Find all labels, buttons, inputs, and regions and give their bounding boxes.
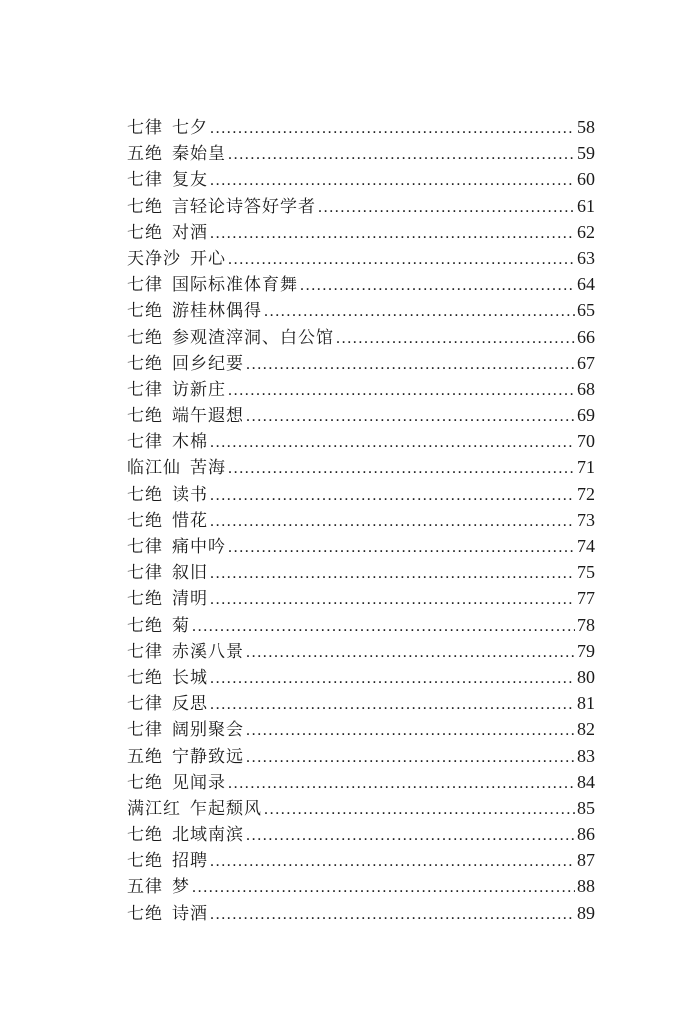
page-number: 72 [577, 483, 595, 504]
poem-title: 惜花 [172, 510, 208, 531]
poem-title: 苦海 [190, 458, 226, 479]
poem-form: 七绝 [127, 825, 163, 846]
dot-leader [246, 640, 575, 666]
toc-entry [127, 166, 595, 192]
poem-form: 临江仙 [127, 458, 181, 479]
dot-leader [264, 299, 575, 325]
toc-entry [127, 114, 595, 140]
dot-leader [336, 326, 575, 352]
toc-entry [127, 559, 595, 585]
toc-entry [127, 716, 595, 742]
dot-leader [210, 168, 575, 194]
poem-title: 国际标准体育舞 [172, 275, 298, 296]
dot-leader [210, 483, 575, 509]
poem-title: 见闻录 [172, 772, 226, 793]
poem-title: 七夕 [172, 118, 208, 138]
poem-form: 七律 [127, 563, 163, 584]
poem-form: 七绝 [127, 484, 163, 505]
page-number: 62 [577, 221, 595, 242]
page-number: 80 [577, 666, 595, 687]
dot-leader [246, 404, 575, 430]
poem-title: 长城 [172, 667, 208, 688]
page-number: 82 [577, 719, 595, 740]
dot-leader [228, 378, 575, 404]
toc-entry [127, 690, 595, 716]
toc-entry [127, 454, 595, 480]
dot-leader [228, 535, 575, 561]
page-number: 73 [577, 509, 595, 530]
poem-form: 七律 [127, 720, 163, 741]
poem-title: 梦 [172, 877, 190, 898]
poem-title: 参观渣滓洞、白公馆 [172, 327, 334, 348]
poem-form: 七绝 [127, 327, 163, 348]
dot-leader [246, 823, 575, 849]
poem-form: 七律 [127, 537, 163, 557]
dot-leader [210, 116, 575, 142]
page-number: 67 [577, 352, 595, 373]
dot-leader [246, 718, 575, 744]
poem-form: 七绝 [127, 301, 163, 322]
toc-entry [127, 324, 595, 350]
poem-form: 七绝 [127, 406, 163, 427]
poem-title: 阔别聚会 [172, 720, 244, 741]
page-number: 84 [577, 771, 595, 792]
dot-leader [210, 902, 575, 928]
poem-form: 七绝 [127, 510, 163, 531]
toc-entry [127, 795, 595, 821]
poem-form: 七律 [127, 118, 163, 138]
poem-form: 七律 [127, 170, 163, 191]
page-number: 58 [577, 117, 595, 137]
dot-leader [210, 587, 575, 613]
page-number: 65 [577, 300, 595, 321]
dot-leader [210, 692, 575, 718]
toc-entry [127, 376, 595, 402]
poem-form: 七绝 [127, 589, 163, 610]
poem-form: 七绝 [127, 196, 163, 217]
toc-entry [127, 428, 595, 454]
dot-leader [264, 797, 575, 823]
page-number: 71 [577, 457, 595, 478]
page-number: 59 [577, 143, 595, 164]
dot-leader [210, 849, 575, 875]
poem-title: 招聘 [172, 851, 208, 872]
toc-entry [127, 638, 595, 664]
page-number: 66 [577, 326, 595, 347]
toc-entry [127, 481, 595, 507]
poem-form: 七律 [127, 432, 163, 453]
poem-title: 读书 [172, 484, 208, 505]
poem-form: 七绝 [127, 667, 163, 688]
page-number: 87 [577, 850, 595, 871]
toc-entry [127, 271, 595, 297]
dot-leader [210, 221, 575, 247]
poem-title: 木棉 [172, 432, 208, 453]
poem-form: 七律 [127, 641, 163, 662]
page-number: 64 [577, 274, 595, 295]
page-number: 85 [577, 797, 595, 818]
toc-entry [127, 612, 595, 638]
poem-title: 对酒 [172, 222, 208, 243]
dot-leader [210, 666, 575, 692]
poem-form: 满江红 [127, 798, 181, 819]
page-number: 69 [577, 405, 595, 426]
page-number: 86 [577, 824, 595, 845]
dot-leader [192, 614, 575, 640]
poem-title: 言轻论诗答好学者 [172, 196, 316, 217]
toc-entry [127, 297, 595, 323]
dot-leader [210, 509, 575, 535]
poem-title: 诗酒 [172, 903, 208, 924]
dot-leader [210, 561, 575, 587]
dot-leader [228, 771, 575, 797]
poem-title: 菊 [172, 615, 190, 636]
page-number: 89 [577, 902, 595, 923]
toc-entry [127, 873, 595, 899]
page-number: 88 [577, 876, 595, 897]
poem-form: 五绝 [127, 144, 163, 165]
page-number: 79 [577, 640, 595, 661]
poem-title: 反思 [172, 694, 208, 715]
toc-entry [127, 585, 595, 611]
toc-entry [127, 245, 595, 271]
poem-form: 五绝 [127, 746, 163, 767]
poem-title: 叙旧 [172, 563, 208, 584]
poem-form: 七绝 [127, 903, 163, 924]
poem-form: 七绝 [127, 851, 163, 872]
poem-title: 宁静致远 [172, 746, 244, 767]
toc-entry [127, 900, 595, 926]
toc-entry [127, 821, 595, 847]
dot-leader [228, 247, 575, 273]
page-number: 68 [577, 378, 595, 399]
poem-form: 七律 [127, 694, 163, 715]
poem-title: 秦始皇 [172, 144, 226, 165]
toc-entry [127, 219, 595, 245]
poem-form: 七律 [127, 379, 163, 400]
dot-leader [228, 142, 575, 168]
toc-entry [127, 769, 595, 795]
poem-form: 天净沙 [127, 248, 181, 269]
table-of-contents [127, 114, 595, 926]
toc-entry [127, 193, 595, 219]
poem-form: 七绝 [127, 353, 163, 374]
poem-form: 七绝 [127, 615, 163, 636]
page-number: 78 [577, 614, 595, 635]
dot-leader [246, 745, 575, 771]
page-number: 77 [577, 588, 595, 609]
page-number: 75 [577, 562, 595, 583]
poem-title: 痛中吟 [172, 537, 226, 557]
page-number: 63 [577, 247, 595, 268]
dot-leader [228, 456, 575, 482]
page-number: 81 [577, 693, 595, 714]
toc-entry [127, 743, 595, 769]
dot-leader [318, 195, 575, 221]
poem-title: 北域南滨 [172, 825, 244, 846]
poem-form: 五律 [127, 877, 163, 898]
poem-form: 七绝 [127, 222, 163, 243]
page-number: 60 [577, 169, 595, 190]
toc-entry [127, 533, 595, 559]
toc-entry [127, 140, 595, 166]
toc-entry [127, 350, 595, 376]
poem-title: 赤溪八景 [172, 641, 244, 662]
poem-form: 七绝 [127, 772, 163, 793]
poem-title: 乍起颓风 [190, 798, 262, 819]
dot-leader [210, 430, 575, 456]
page-number: 74 [577, 536, 595, 556]
toc-entry [127, 664, 595, 690]
poem-title: 访新庄 [172, 379, 226, 400]
page-number: 83 [577, 745, 595, 766]
poem-form: 七律 [127, 275, 163, 296]
toc-entry [127, 507, 595, 533]
toc-entry [127, 847, 595, 873]
toc-entry [127, 402, 595, 428]
poem-title: 复友 [172, 170, 208, 191]
dot-leader [246, 352, 575, 378]
poem-title: 回乡纪要 [172, 353, 244, 374]
poem-title: 清明 [172, 589, 208, 610]
poem-title: 开心 [190, 248, 226, 269]
poem-title: 游桂林偶得 [172, 301, 262, 322]
page-number: 61 [577, 195, 595, 216]
page-number: 70 [577, 431, 595, 452]
poem-title: 端午遐想 [172, 406, 244, 427]
dot-leader [192, 875, 575, 901]
dot-leader [300, 273, 575, 299]
